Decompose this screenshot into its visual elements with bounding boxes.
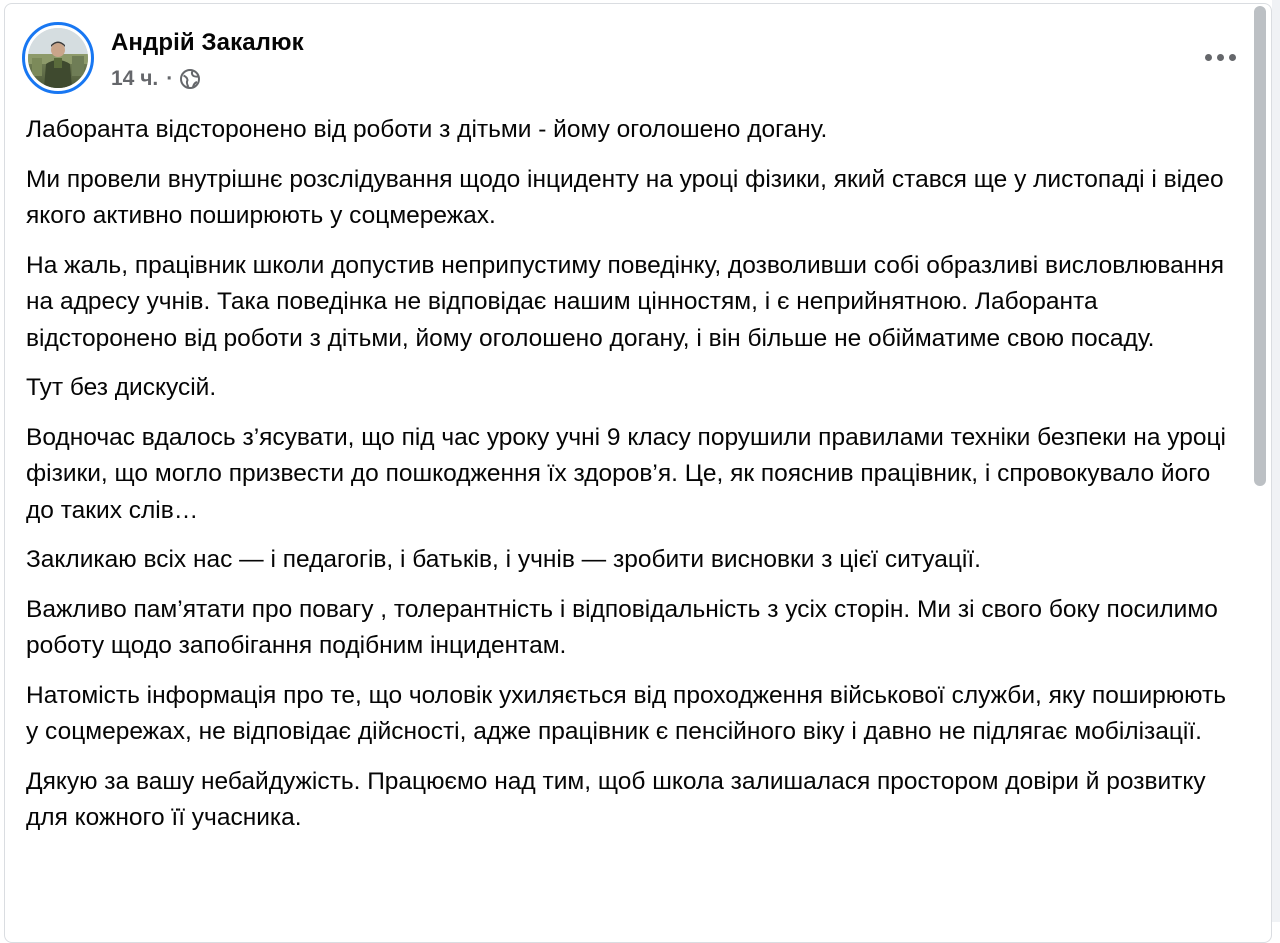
post-timestamp[interactable]: 14 ч. — [111, 67, 159, 90]
post-paragraph: Водночас вдалось з’ясувати, що під час уроку учні 9 класу порушили правилами техніки безпеки на уроці фізики, що могло призвести до пошкодження їх здоров’я. Це, як пояснив працівник, і спровокувало його до таких слів… — [26, 423, 1226, 524]
page-background-strip — [1272, 0, 1280, 922]
more-horizontal-icon-dot — [1217, 54, 1224, 61]
post-paragraph: Лаборанта відсторонено від роботи з дітьми - йому оголошено догану. — [26, 116, 828, 143]
post-paragraph: Натомість інформація про те, що чоловік ухиляється від проходження військової служби, яку поширюють у соцмережах, не відповідає дійсності, адже працівник є пенсійного віку і давно не підлягає мобілізації. — [26, 681, 1227, 745]
globe-icon[interactable] — [179, 68, 201, 90]
post-paragraph: Тут без дискусій. — [26, 374, 217, 401]
avatar-photo — [28, 28, 88, 88]
post-meta — [111, 67, 304, 91]
post-paragraph: Дякую за вашу небайдужість. Працюємо над тим, щоб школа залишалася простором довіри й розвитку для кожного її учасника. — [26, 767, 1206, 831]
more-options-button[interactable] — [1200, 42, 1240, 72]
more-horizontal-icon-dot — [1229, 54, 1236, 61]
post-paragraph: Ми провели внутрішнє розслідування щодо інциденту на уроці фізики, який стався ще у листопаді і відео якого активно поширюють у соцмережах. — [26, 165, 1224, 229]
author-block — [111, 28, 304, 91]
post-header — [22, 22, 304, 102]
scrollbar-thumb[interactable] — [1254, 6, 1266, 486]
post-paragraph: Важливо пам’ятати про повагу , толерантність і відповідальність з усіх сторін. Ми зі свого боку посилимо роботу щодо запобігання подібним інцидентам. — [26, 595, 1218, 659]
more-horizontal-icon — [1205, 54, 1212, 61]
post-text — [26, 112, 1226, 850]
meta-separator: · — [166, 67, 174, 90]
post-paragraph: На жаль, працівник школи допустив неприпустиму поведінку, дозволивши собі образливі висловлювання на адресу учнів. Така поведінка не відповідає нашим цінностям, і є неприйнятною. Лаборанта відсторонено від роботи з дітьми, йому оголошено догану, і він більше не обійматиме свою посаду. — [26, 251, 1225, 352]
avatar[interactable] — [22, 22, 94, 94]
author-name[interactable]: Андрій Закалюк — [111, 29, 304, 56]
post-paragraph: Закликаю всіх нас — і педагогів, і батьків, і учнів — зробити висновки з цієї ситуації. — [26, 546, 981, 573]
